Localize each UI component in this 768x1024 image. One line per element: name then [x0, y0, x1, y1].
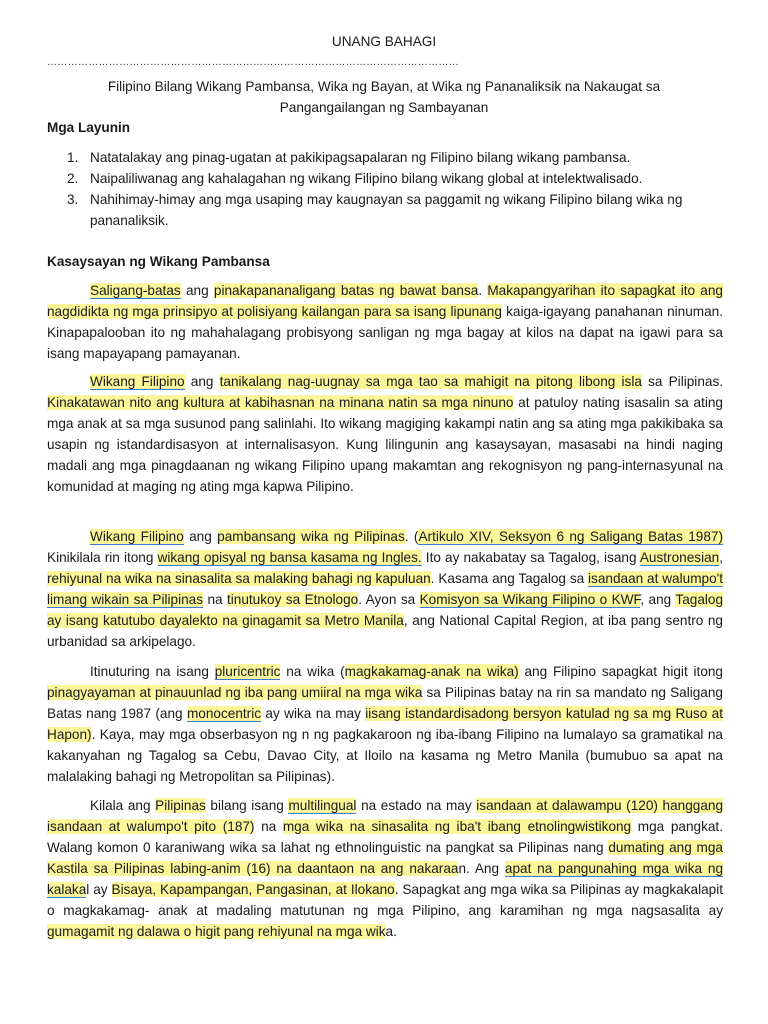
highlighted-phrase: Wikang Filipino [90, 373, 185, 389]
objective-number: 2. [67, 171, 79, 186]
paragraph-text: mga pangkat. Walang komon 0 karaniwang wika sa lahat ng ethnolinguistic na pangkat sa Pilipinas nang [47, 818, 723, 855]
highlighted-phrase: multilingual [288, 797, 357, 813]
paragraph-text: at patuloy nating isasalin sa ating mga anak at sa mga susunod pang salinlahi. Ito wikang magiging kakampi natin ang sa ating mga pakikibaka sa usapin ng istandardisasyon at internalisasyon. Kung lilingunin ang kasaysayan, masasabi na hindi naging madali ang mga pinagdaanan ng wikang Filipino upang makamtan ang rekognisyon ng pang-internasyunal na komunidad at maging ng ating mga kapwa Pilipino. [47, 394, 723, 495]
highlighted-phrase: pluricentric [214, 663, 281, 679]
objectives-heading: Mga Layunin [47, 120, 131, 135]
paragraph-text: ang Filipino sapagkat higit itong [518, 663, 723, 679]
highlighted-phrase: Artikulo XIV, Seksyon 6 ng Saligang Batas 1987) [418, 528, 724, 544]
highlighted-phrase: Austronesian [639, 549, 720, 565]
paragraph-text: . Kasama ang Tagalog sa [430, 570, 589, 586]
paragraph-text: a. [385, 924, 397, 940]
paragraph-text: Kinikilala rin itong [47, 549, 158, 565]
highlighted-phrase: Kinakatawan nito ang kultura at kabihasnan na minana natin sa mga ninuno [47, 394, 514, 410]
section-heading: Kasaysayan ng Wikang Pambansa [47, 254, 270, 269]
document-title: UNANG BAHAGI [331, 34, 437, 49]
highlighted-phrase: pambansang wika ng Pilipinas [217, 528, 405, 544]
paragraph-text: ay wika na may [261, 705, 366, 721]
highlighted-phrase: Bisaya, Kapampangan, Pangasinan, at Ilokano [111, 881, 395, 897]
highlighted-phrase: rehiyunal na wika na sinasalita sa malaking bahagi ng kapuluan [47, 570, 431, 586]
highlighted-phrase: monocentric [186, 705, 262, 721]
paragraph-multilingual [47, 795, 723, 943]
paragraph-text: Ito ay nakabatay sa Tagalog, isang [421, 549, 640, 565]
paragraph-text: , [719, 549, 723, 565]
highlighted-phrase: Makapangyarihan ito sapagkat ito ang nagdidikta ng mga prinsipyo at polisiyang kailangan para sa isang lipunang [47, 282, 723, 319]
paragraph-text: Itinuturing na isang [90, 663, 215, 679]
highlighted-phrase: tinutukoy sa Etnologo [226, 591, 359, 607]
highlighted-phrase: pinakapananaligang batas ng bawat bansa [213, 282, 479, 298]
document-subtitle: Filipino Bilang Wikang Pambansa, Wika ng Bayan, at Wika ng Pananaliksik na Nakaugat sa Pangangailangan ng Sambayanan [107, 79, 661, 115]
paragraph-text: sa Pilipinas. [641, 373, 724, 389]
paragraph-text: . [478, 282, 488, 298]
paragraph-text: sa Pilipinas batay na rin sa mandato ng Saligang Batas nang 1987 (ang [47, 684, 723, 721]
paragraph-text: ang [180, 282, 214, 298]
highlighted-phrase: iisang istandardisadong bersyon katulad ng sa mg Ruso at Hapon) [47, 705, 723, 742]
highlighted-phrase: tanikalang nag-uugnay sa mga tao sa mahigit na pitong libong isla [219, 373, 642, 389]
objectives-list [47, 147, 727, 231]
objective-item [47, 147, 727, 168]
highlighted-phrase: mga wika na sinasalita ng iba't ibang etnolingwistikong [282, 818, 632, 834]
highlighted-phrase: Saligang-batas [90, 282, 181, 298]
paragraph-text: . Sapagkat ang mga wika sa Pilipinas ay magkakalapit o magkakamag- anak at madaling matutunan ng mga Pilipino, ang karamihan ng mga nagsasalita ay [47, 881, 724, 919]
paragraph-wikang-filipino-tanikala [47, 371, 723, 498]
objective-item [47, 189, 727, 231]
paragraph-text: l ay [86, 881, 112, 897]
highlighted-phrase: Wikang Filipino [90, 528, 184, 544]
paragraph-text: na [203, 591, 227, 607]
paragraph-text: bilang isang [205, 797, 289, 813]
paragraph-text: , ang National Capital Region, at iba pang sentro ng urbanidad sa arkipelago. [47, 612, 723, 650]
paragraph-text: ang [184, 373, 220, 389]
highlighted-phrase: apat na pangunahing mga wika ng kalaka [47, 860, 724, 897]
paragraph-text: ang [183, 528, 218, 544]
paragraph-text: , ang [640, 591, 676, 607]
paragraph-pluricentric [47, 661, 723, 788]
paragraph-text: Kilala ang [90, 797, 156, 813]
dotted-divider: ………………………………………………………………………………………………………… [47, 57, 459, 68]
paragraph-text: . Kaya, may mga obserbasyon ng n ng pagkakaroon ng iba-ibang Filipino na lumalayo sa gramatikal na kakanyahan ng Tagalog sa Cebu, Davao City, at Iloilo na kasama ng Metro Manila (bumubuo sa apat na malalaking bahagi ng Metropolitan sa Pilipinas). [47, 726, 723, 785]
highlighted-phrase: Pilipinas [155, 797, 206, 813]
highlighted-phrase: gumagamit ng dalawa o higit pang rehiyunal na mga wik [47, 924, 386, 940]
highlighted-phrase: dumating ang mga Kastila sa Pilipinas labing-anim (16) na daantaon na ang nakaraa [47, 839, 723, 876]
paragraph-text: n. Ang [458, 860, 505, 876]
objective-number: 1. [67, 150, 79, 165]
objective-text: Naipaliliwanag ang kahalagahan ng wikang Filipino bilang wikang global at intelektwalisado. [90, 171, 643, 186]
objective-number: 3. [67, 192, 79, 207]
paragraph-saligang-batas [47, 280, 723, 364]
paragraph-text: . Ayon sa [358, 591, 420, 607]
paragraph-text: na estado na may [356, 797, 477, 813]
objective-text: Natatalakay ang pinag-ugatan at pakikipagsapalaran ng Filipino bilang wikang pambansa. [90, 150, 631, 165]
paragraph-text: na wika ( [280, 663, 345, 679]
highlighted-phrase: Tagalog ay isang katutubo dayalekto na ginagamit sa Metro Manila [47, 591, 724, 628]
paragraph-text: na [254, 818, 283, 834]
paragraph-text: . ( [404, 528, 419, 544]
highlighted-phrase: magkakamag-anak na wika) [344, 663, 519, 679]
highlighted-phrase: isandaan at dalawampu (120) hanggang isandaan at walumpo't pito (187) [47, 797, 724, 834]
highlighted-phrase: wikang opisyal ng bansa kasama ng Ingles. [157, 549, 422, 565]
highlighted-phrase: isandaan at walumpo't limang wikain sa Pilipinas [47, 570, 724, 607]
paragraph-text: kaiga-igayang panahanan ninuman. Kinapapalooban ito ng mahahalagang probisyong sanligan ng mga bagay at kilos na dapat na igawi para sa isang mapayapang pamayanan. [47, 303, 724, 361]
objective-item [47, 168, 727, 189]
highlighted-phrase: Komisyon sa Wikang Filipino o KWF [419, 591, 641, 607]
highlighted-phrase: pinagyayaman at pinauunlad ng iba pang umiiral na mga wika [47, 684, 423, 700]
paragraph-pambansang-wika [47, 526, 723, 653]
objective-text: Nahihimay-himay ang mga usaping may kaugnayan sa paggamit ng wikang Filipino bilang wika ng pananaliksik. [90, 192, 683, 228]
